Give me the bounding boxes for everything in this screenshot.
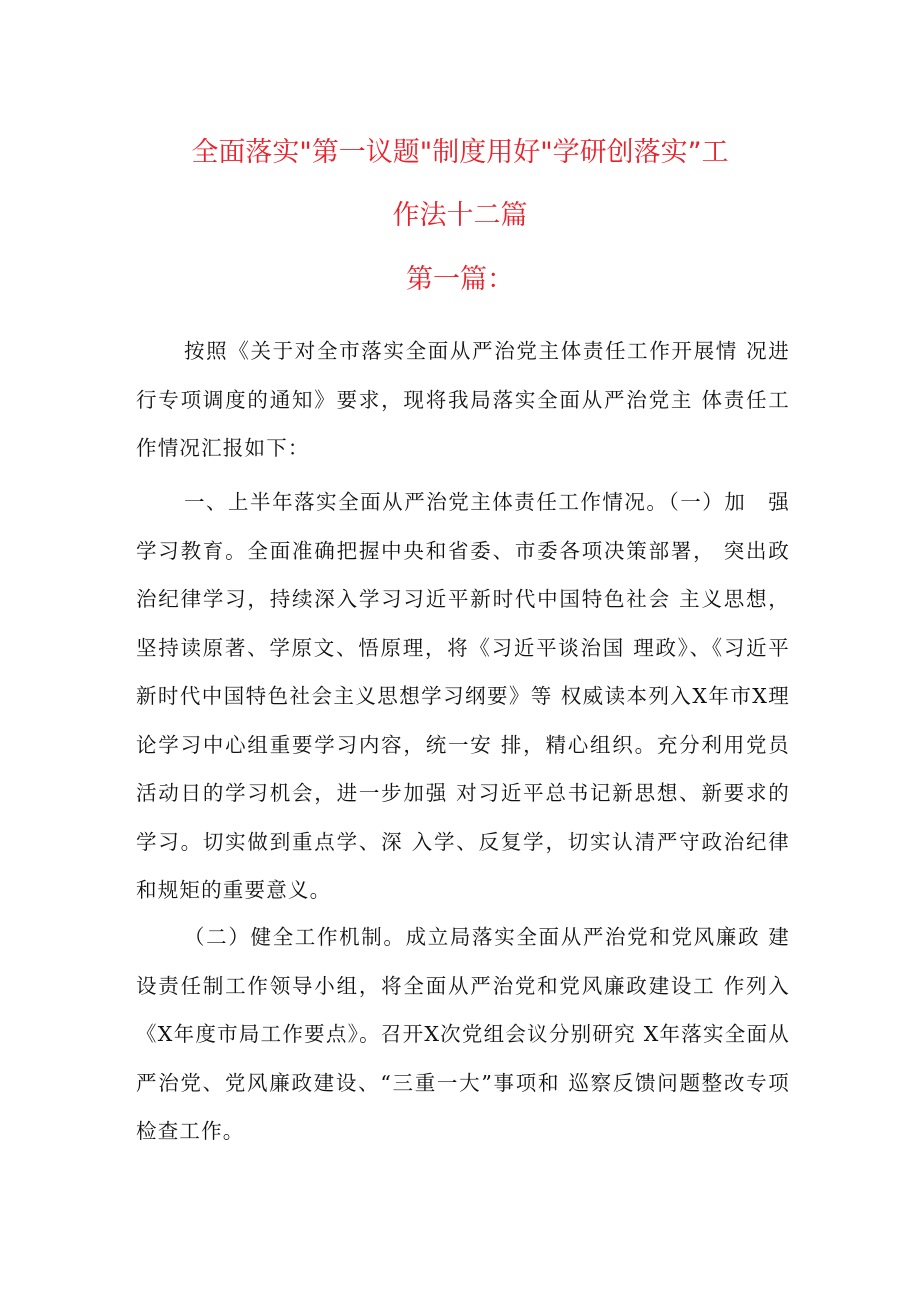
document-title-line-1: 全面落实"第一议题"制度用好"学研创落实”工	[191, 137, 729, 168]
paragraph-intro: 按照《关于对全市落实全面从严治党主体责任工作开展情 况进行专项调度的通知》要求，现将我局落实全面从严治党主 体责任工作情况汇报如下：	[136, 339, 790, 460]
paragraph-study-education: 一、上半年落实全面从严治党主体责任工作情况。（一）加 强学习教育。全面准确把握中央和省委、市委各项决策部署， 突出政治纪律学习，持续深入学习习近平新时代中国特色社会 主义思想，坚持读原著、学原文、悟原理，将《习近平谈治国 理政》、《习近平新时代中国特色社会主义思想学习纲要》等 权威读本列入X年市X理论学习中心组重要学习内容，统一安 排，精心组织。充分利用党员活动日的学习机会，进一步加强 对习近平总书记新思想、新要求的学习。切实做到重点学、深 入学、反复学，切实认清严守政治纪律和规矩的重要意义。	[136, 490, 790, 902]
paragraph-work-mechanism: （二）健全工作机制。成立局落实全面从严治党和党风廉政 建设责任制工作领导小组，将全面从严治党和党风廉政建设工 作列入《X年度市局工作要点》。召开X次党组会议分别研究 X年落实全面从严治党、党风廉政建设、“三重一大”事项和 巡察反馈问题整改专项检查工作。	[136, 925, 790, 1143]
document-title-line-2: 作法十二篇	[392, 200, 528, 231]
section-heading: 第一篇：	[406, 264, 514, 295]
